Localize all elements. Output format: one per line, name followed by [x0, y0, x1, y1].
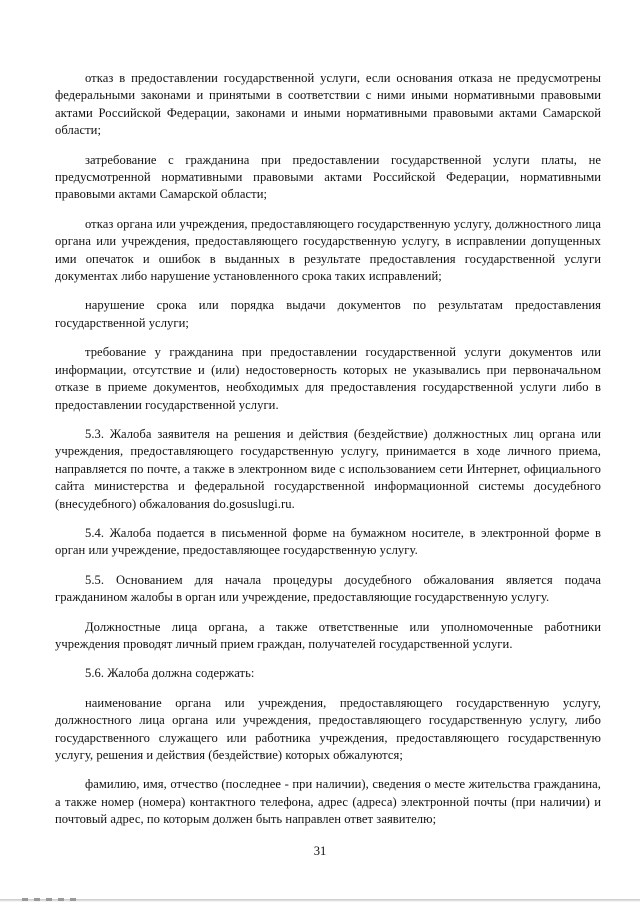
scan-bottom-edge: [0, 896, 640, 906]
paragraph-5-4: 5.4. Жалоба подается в письменной форме на бумажном носителе, в электронной форме в орган или учреждение, предоставляющее государственную услугу.: [55, 525, 601, 558]
paragraph-refusal-to-correct-errors: отказ органа или учреждения, предоставляющего государственную услугу, должностного лица органа или учреждения, предоставляющего государственную услугу, в исправлении допущенных ими опечаток и ошибок в выданных в результате предоставления государственной услуги документах либо нарушение установленного срока таких исправлений;: [55, 216, 601, 284]
paragraph-applicant-details: фамилию, имя, отчество (последнее - при наличии), сведения о месте жительства гражданина, а также номер (номера) контактного телефона, адрес (адреса) электронной почты (при наличии) и почтовый адрес, по которым должен быть направлен ответ заявителю;: [55, 777, 601, 827]
paragraph-5-6: 5.6. Жалоба должна содержать:: [85, 666, 255, 681]
body-text: [55, 70, 601, 841]
paragraph-5-3: 5.3. Жалоба заявителя на решения и действия (бездействие) должностных лиц органа или учреждения, предоставляющего государственную услугу, принимается в ходе личного приема, направляется по почте, а также в электронном виде с использованием сети Интернет, официального сайта министерства и федеральной государственной информационной системы досудебного (внесудебного) обжалования do.gosuslugi.ru.: [55, 426, 601, 511]
page-number: 31: [313, 844, 327, 858]
paragraph-refusal-of-service: отказ в предоставлении государственной услуги, если основания отказа не предусмотрены федеральными законами и принятыми в соответствии с ними иными нормативными правовыми актами Российской Федерации, законами и иными нормативными правовыми актами Самарской области;: [55, 71, 601, 138]
paragraph-demand-of-documents: требование у гражданина при предоставлении государственной услуги документов или информации, отсутствие и (или) недостоверность которых не указывались при первоначальном отказе в приеме документов, необходимых для предоставления государственной услуги либо в предоставлении государственной услуги.: [55, 345, 601, 412]
scan-edge-marks: [22, 898, 82, 901]
paragraph-name-of-body: наименование органа или учреждения, предоставляющего государственную услугу, должностного лица органа или учреждения, предоставляющего государственную услугу, либо государственного служащего или работника учреждения, предоставляющего государственную услугу, решения и действия (бездействие) которых обжалуются;: [55, 695, 601, 762]
paragraph-5-5: 5.5. Основанием для начала процедуры досудебного обжалования является подача гражданином жалобы в орган или учреждение, предоставляющие государственную услугу.: [55, 572, 601, 605]
paragraph-violation-of-issue-term: нарушение срока или порядка выдачи документов по результатам предоставления государственной услуги;: [55, 298, 601, 330]
paragraph-officials-reception: Должностные лица органа, а также ответственные или уполномоченные работники учреждения проводят личный прием граждан, получателей государственной услуги.: [55, 619, 601, 651]
paragraph-demand-of-fee: затребование с гражданина при предоставлении государственной услуги платы, не предусмотренной нормативными правовыми актами Российской Федерации, нормативными правовыми актами Самарской области;: [55, 152, 601, 202]
